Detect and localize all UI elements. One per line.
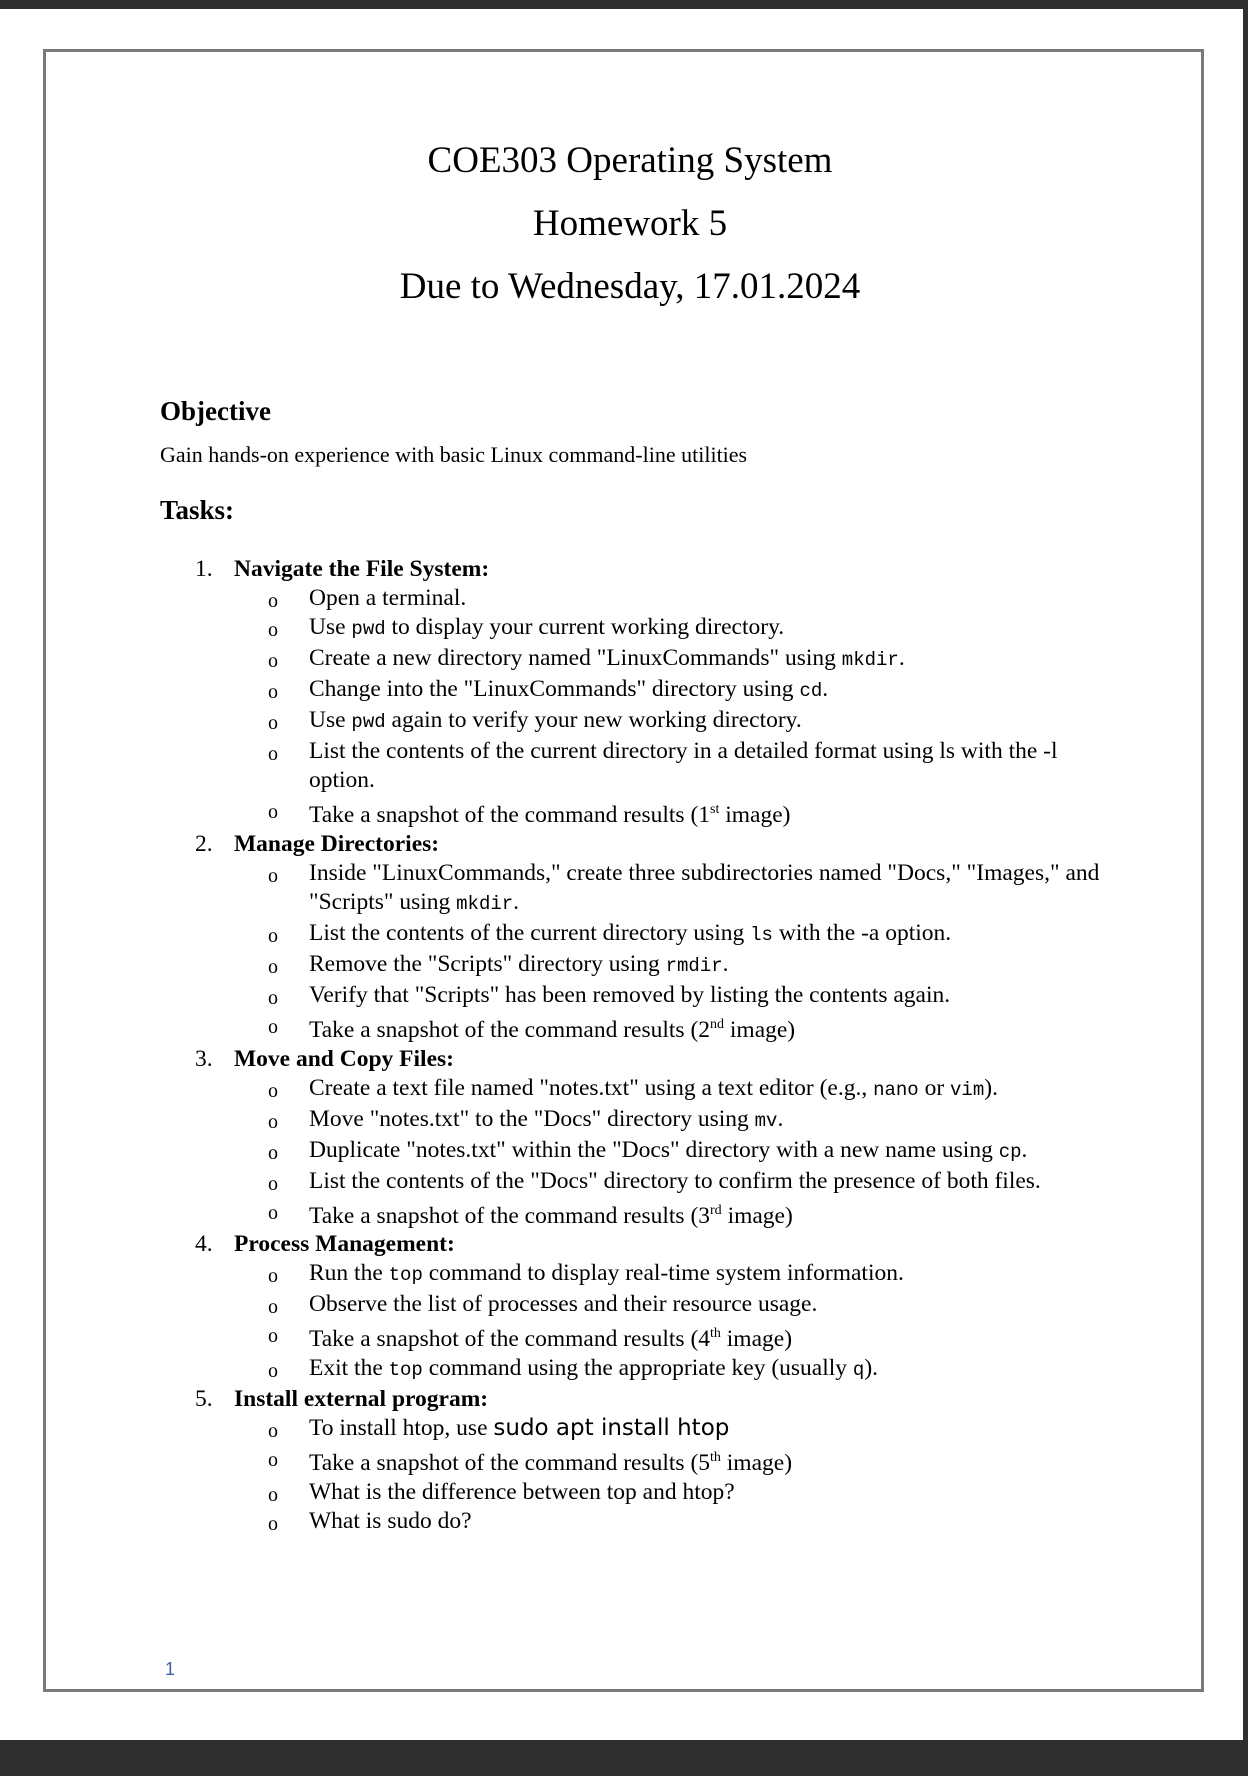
step-text-run: image) [724, 1016, 796, 1043]
task-step [195, 584, 1115, 613]
objective-heading: Objective [160, 396, 271, 426]
step-text-run: . [777, 1105, 784, 1132]
bullet-circle-icon: o [268, 1296, 278, 1319]
step-text-run: Move "notes.txt" to the "Docs" directory using [309, 1105, 755, 1132]
task-step [195, 950, 1115, 981]
bullet-circle-icon: o [268, 986, 278, 1009]
task-step-text [309, 584, 1115, 613]
step-text-run: image) [721, 1202, 793, 1229]
inline-command: pwd [351, 618, 386, 640]
task-step-text [309, 1414, 1115, 1443]
step-text-run: Take a snapshot of the command results (4 [309, 1326, 711, 1353]
task-step [195, 1167, 1115, 1196]
task-step [195, 1074, 1115, 1105]
inline-command: ls [750, 923, 773, 946]
task-step-text [309, 981, 1115, 1010]
task-step-text [309, 919, 1115, 950]
task-step-text [309, 795, 1115, 830]
bullet-circle-icon: o [268, 1420, 278, 1443]
step-text-run: Exit the [309, 1355, 389, 1382]
bullet-circle-icon: o [268, 1201, 278, 1224]
step-text-run: What is sudo do? [309, 1508, 472, 1535]
homework-title: Homework 5 [532, 203, 728, 244]
step-text-run: To install htop, use [309, 1415, 494, 1442]
bullet-circle-icon: o [268, 924, 278, 947]
step-text-run: List the contents of the current directory in a detailed format using ls with the -l option. [309, 738, 1058, 793]
task-step-text [309, 706, 1115, 737]
task-heading [195, 1230, 1115, 1259]
task-step [195, 737, 1115, 795]
step-text-run: . [898, 645, 905, 671]
bullet-circle-icon: o [268, 743, 278, 765]
ordinal-suffix: th [710, 1326, 721, 1342]
bullet-circle-icon: o [268, 864, 278, 887]
task-step-text [309, 1478, 1115, 1507]
tasks-heading: Tasks: [160, 495, 235, 525]
task-step [195, 675, 1115, 706]
inline-command: vim [950, 1078, 985, 1101]
ordinal-suffix: nd [710, 1016, 725, 1032]
inline-command: mkdir [456, 892, 514, 915]
step-text-run: image) [719, 801, 791, 828]
task-step-text [309, 1010, 1115, 1045]
step-text-run: or [918, 1074, 951, 1101]
step-text-run: List the contents of the current directory using [309, 919, 751, 946]
step-text-run: . [513, 888, 520, 915]
task-step [195, 859, 1115, 919]
task-heading [195, 830, 1115, 859]
step-text-run: Verify that "Scripts" has been removed by listing the contents again. [309, 981, 951, 1008]
bullet-circle-icon: o [268, 1360, 278, 1383]
task-step [195, 706, 1115, 737]
task-step [195, 1478, 1115, 1507]
task-number: 4. [195, 1231, 213, 1258]
objective-text: Gain hands-on experience with basic Linux command-line utilities [160, 442, 748, 467]
task-step [195, 1414, 1115, 1443]
inline-command: mkdir [841, 649, 899, 671]
ordinal-suffix: rd [710, 1202, 722, 1218]
task-title: Install external program: [234, 1386, 489, 1413]
task-step [195, 1290, 1115, 1319]
due-date: Due to Wednesday, 17.01.2024 [399, 266, 861, 307]
task-step-text [309, 1136, 1115, 1167]
task-title: Move and Copy Files: [234, 1045, 454, 1072]
inline-command: top [388, 1359, 423, 1382]
step-text-run: Create a text file named "notes.txt" using a text editor (e.g., [309, 1074, 874, 1101]
task-step [195, 1259, 1115, 1290]
step-text-run: ). [984, 1074, 998, 1101]
task-step-text [309, 859, 1115, 919]
step-text-run: Take a snapshot of the command results (3 [309, 1202, 711, 1229]
task-step-text [309, 644, 1115, 675]
task-step [195, 795, 1115, 830]
step-text-run: Use [309, 707, 352, 733]
inline-command: pwd [351, 711, 386, 733]
step-text-run: again to verify your new working directory. [385, 707, 802, 733]
bullet-circle-icon: o [268, 1015, 278, 1038]
task-number: 2. [195, 830, 213, 857]
inline-command: top [388, 1264, 423, 1287]
task-step-text [309, 1290, 1115, 1319]
inline-command: mv [754, 1109, 778, 1132]
bullet-circle-icon: o [268, 1449, 278, 1472]
page-number: 1 [165, 1659, 176, 1679]
task-step [195, 1354, 1115, 1385]
bullet-circle-icon: o [268, 955, 278, 978]
bullet-circle-icon: o [268, 1265, 278, 1288]
step-text-run: Change into the "LinuxCommands" directory using [309, 676, 800, 702]
task-number: 5. [195, 1386, 213, 1413]
task-step-text [309, 1074, 1115, 1105]
task-list [195, 555, 1115, 1536]
bullet-circle-icon: o [268, 1141, 278, 1164]
bullet-circle-icon: o [268, 801, 278, 823]
task-heading [195, 1045, 1115, 1074]
task-step-text [309, 1319, 1115, 1354]
step-text-run: command to display real-time system information. [422, 1260, 904, 1287]
inline-command: cp [998, 1140, 1022, 1163]
inline-command: cd [799, 680, 823, 702]
step-text-run: Inside "LinuxCommands," create three subdirectories named "Docs," "Images," and "Scripts" using [309, 859, 1100, 915]
inline-command: rmdir [665, 954, 723, 977]
step-text-run: Observe the list of processes and their resource usage. [309, 1291, 818, 1318]
task-step-text [309, 1507, 1115, 1536]
bullet-circle-icon: o [268, 712, 278, 734]
task-title: Navigate the File System: [234, 556, 490, 582]
task-step [195, 1196, 1115, 1231]
task-step-text [309, 1354, 1115, 1385]
ordinal-suffix: st [710, 802, 720, 817]
step-text-run: Run the [309, 1260, 389, 1287]
step-text-run: . [722, 950, 729, 977]
task-step-text [309, 1196, 1115, 1231]
task-step [195, 1507, 1115, 1536]
task-step [195, 1319, 1115, 1354]
step-text-run: Take a snapshot of the command results (2 [309, 1016, 711, 1043]
task-title: Manage Directories: [234, 830, 440, 857]
bullet-circle-icon: o [268, 1079, 278, 1102]
task-step-text [309, 675, 1115, 706]
task-step [195, 613, 1115, 644]
task-step-text [309, 1443, 1115, 1478]
step-text-run: Remove the "Scripts" directory using [309, 950, 666, 977]
bullet-circle-icon: o [268, 1172, 278, 1195]
bullet-circle-icon: o [268, 1484, 278, 1507]
step-text-run: Open a terminal. [309, 585, 467, 611]
task-step [195, 1010, 1115, 1045]
course-title: COE303 Operating System [427, 140, 833, 181]
step-text-run: Use [309, 614, 352, 640]
task-number: 1. [195, 556, 213, 582]
step-text-run: image) [720, 1450, 793, 1477]
install-command: sudo apt install htop [493, 1415, 730, 1442]
step-text-run: image) [720, 1326, 793, 1353]
step-text-run: List the contents of the "Docs" directory to confirm the presence of both files. [309, 1167, 1041, 1194]
task-step [195, 1443, 1115, 1478]
bullet-circle-icon: o [268, 619, 278, 641]
task-step [195, 919, 1115, 950]
step-text-run: Duplicate "notes.txt" within the "Docs" directory with a new name using [309, 1136, 999, 1163]
task-step-text [309, 737, 1115, 795]
task-step-text [309, 613, 1115, 644]
task-step [195, 1105, 1115, 1136]
task-number: 3. [195, 1045, 213, 1072]
step-text-run: . [1021, 1136, 1028, 1163]
bullet-circle-icon: o [268, 1110, 278, 1133]
task-step [195, 981, 1115, 1010]
inline-command: q [852, 1359, 865, 1382]
task-step [195, 644, 1115, 675]
task-heading [195, 1385, 1115, 1414]
task-step-text [309, 1105, 1115, 1136]
bullet-circle-icon: o [268, 1513, 278, 1536]
task-step-text [309, 950, 1115, 981]
step-text-run: to display your current working directory. [385, 614, 785, 640]
step-text-run: command using the appropriate key (usually [422, 1355, 853, 1382]
inline-command: nano [873, 1078, 919, 1101]
task-step-text [309, 1259, 1115, 1290]
task-title: Process Management: [234, 1231, 455, 1258]
bullet-circle-icon: o [268, 1325, 278, 1348]
step-text-run: with the -a option. [772, 919, 952, 946]
step-text-run: ). [864, 1355, 879, 1382]
task-step-text [309, 1167, 1115, 1196]
task-step [195, 1136, 1115, 1167]
document-page [0, 9, 1243, 1740]
step-text-run: Take a snapshot of the command results (1 [309, 801, 711, 828]
step-text-run: Create a new directory named "LinuxCommands" using [309, 645, 842, 671]
step-text-run: Take a snapshot of the command results (5 [309, 1450, 711, 1477]
task-heading [195, 555, 1115, 584]
step-text-run: . [822, 676, 829, 702]
bullet-circle-icon: o [268, 650, 278, 672]
bullet-circle-icon: o [268, 590, 278, 612]
step-text-run: What is the difference between top and htop? [309, 1479, 735, 1506]
bullet-circle-icon: o [268, 681, 278, 703]
ordinal-suffix: th [710, 1450, 721, 1466]
